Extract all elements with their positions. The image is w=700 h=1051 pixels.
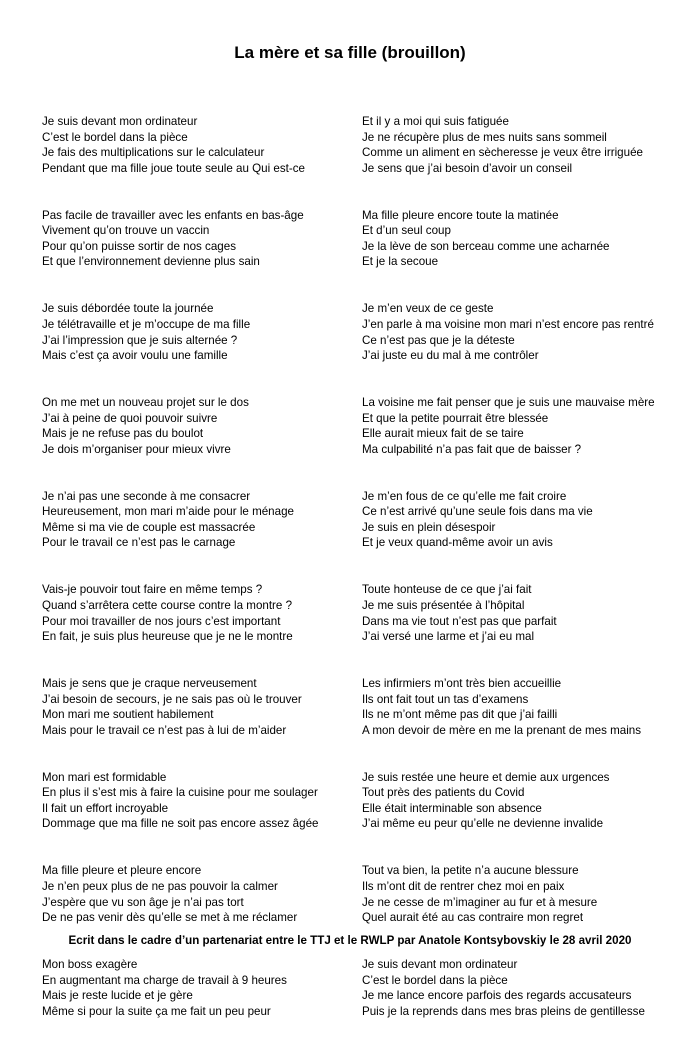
- verse-line: Pendant que ma fille joue toute seule au Qui est-ce: [42, 161, 305, 175]
- verse-line: Je suis devant mon ordinateur: [362, 958, 518, 972]
- verse-line: Quel aurait été au cas contraire mon regret: [362, 911, 584, 925]
- verse-line: Mais pour le travail ce n’est pas à lui de m’aider: [42, 723, 287, 737]
- verse-line: Mais je ne refuse pas du boulot: [42, 427, 204, 441]
- verse-line: Je télétravaille et je m’occupe de ma fille: [42, 317, 251, 331]
- verse-line: Je dois m’organiser pour mieux vivre: [42, 442, 231, 456]
- right-column: [362, 114, 682, 1051]
- verse-line: Mon mari est formidable: [42, 770, 167, 784]
- verse-line: Pour qu’on puisse sortir de nos cages: [42, 239, 236, 253]
- verse-line: Pour moi travailler de nos jours c’est important: [42, 614, 281, 628]
- verse-line: En plus il s’est mis à faire la cuisine pour me soulager: [42, 786, 318, 800]
- verse-line: Et il y a moi qui suis fatiguée: [362, 115, 509, 128]
- verse-line: Puis je la reprends dans mes bras pleins de gentillesse: [362, 1004, 645, 1018]
- stanza: [362, 676, 682, 738]
- verse-line: Comme un aliment en sècheresse je veux être irriguée: [362, 146, 643, 160]
- verse-line: Je ne cesse de m’imaginer au fur et à mesure: [362, 895, 598, 909]
- verse-line: Je me lance encore parfois des regards accusateurs: [362, 989, 632, 1003]
- verse-line: Je suis restée une heure et demie aux urgences: [362, 770, 610, 784]
- verse-line: Je suis débordée toute la journée: [42, 302, 214, 316]
- stanza: [42, 957, 362, 1019]
- stanza: [42, 676, 362, 738]
- stanza: [362, 770, 682, 832]
- verse-line: Les infirmiers m’ont très bien accueillie: [362, 677, 562, 691]
- left-column: [42, 114, 362, 1051]
- stanza: [42, 582, 362, 644]
- verse-line: C’est le bordel dans la pièce: [42, 130, 188, 144]
- verse-line: Et d’un seul coup: [362, 224, 451, 238]
- stanza: [42, 114, 362, 176]
- verse-line: J’en parle à ma voisine mon mari n’est encore pas rentré: [362, 317, 654, 331]
- verse-line: Mais je reste lucide et je gère: [42, 989, 193, 1003]
- verse-line: J’ai versé une larme et j’ai eu mal: [362, 630, 535, 644]
- verse-line: La voisine me fait penser que je suis une mauvaise mère: [362, 396, 655, 410]
- verse-line: Mon boss exagère: [42, 958, 138, 972]
- verse-line: Ce n’est pas que je la déteste: [362, 333, 515, 347]
- verse-line: Je ne récupère plus de mes nuits sans sommeil: [362, 130, 607, 144]
- verse-line: De ne pas venir dès qu’elle se met à me réclamer: [42, 911, 298, 925]
- verse-line: Pas facile de travailler avec les enfants en bas-âge: [42, 208, 304, 222]
- verse-line: On me met un nouveau projet sur le dos: [42, 396, 249, 410]
- verse-line: Ce n’est arrivé qu’une seule fois dans ma vie: [362, 505, 593, 519]
- verse-line: Et que l’environnement devienne plus sain: [42, 255, 260, 269]
- verse-line: Je n’en peux plus de ne pas pouvoir la calmer: [42, 879, 278, 893]
- verse-line: Vais-je pouvoir tout faire en même temps ?: [42, 583, 263, 597]
- verse-line: Je suis en plein désespoir: [362, 520, 496, 534]
- verse-line: Mon mari me soutient habilement: [42, 708, 214, 722]
- verse-line: Même si pour la suite ça me fait un peu peur: [42, 1004, 271, 1018]
- verse-line: Je suis devant mon ordinateur: [42, 115, 198, 128]
- verse-line: Et que la petite pourrait être blessée: [362, 411, 549, 425]
- verse-line: J’ai l’impression que je suis alternée ?: [42, 333, 238, 347]
- stanza: [42, 770, 362, 832]
- stanza: [362, 489, 682, 551]
- verse-line: Je m’en veux de ce geste: [362, 302, 494, 316]
- stanza: [362, 208, 682, 270]
- verse-line: Elle aurait mieux fait de se taire: [362, 427, 524, 441]
- stanza: [362, 582, 682, 644]
- verse-line: Je n’ai pas une seconde à me consacrer: [42, 489, 251, 503]
- stanza: [362, 114, 682, 176]
- verse-line: Tout va bien, la petite n’a aucune blessure: [362, 864, 579, 878]
- verse-line: Ils m’ont dit de rentrer chez moi en paix: [362, 879, 565, 893]
- verse-line: Dans ma vie tout n’est pas que parfait: [362, 614, 557, 628]
- verse-line: J’ai besoin de secours, je ne sais pas où le trouver: [42, 692, 302, 706]
- stanza: [42, 863, 362, 925]
- verse-line: Ils ne m’ont même pas dit que j’ai failli: [362, 708, 558, 722]
- verse-line: Je sens que j’ai besoin d’avoir un conseil: [362, 161, 573, 175]
- verse-line: Je fais des multiplications sur le calculateur: [42, 146, 265, 160]
- verse-line: Ma culpabilité n’a pas fait que de baisser ?: [362, 442, 582, 456]
- verse-line: Je la lève de son berceau comme une acharnée: [362, 239, 610, 253]
- verse-line: J’ai juste eu du mal à me contrôler: [362, 349, 539, 363]
- verse-line: J’ai à peine de quoi pouvoir suivre: [42, 411, 218, 425]
- verse-line: A mon devoir de mère en me la prenant de mes mains: [362, 723, 642, 737]
- stanza: [42, 301, 362, 363]
- verse-line: Je me suis présentée à l’hôpital: [362, 598, 525, 612]
- stanza: [42, 208, 362, 270]
- stanza: [42, 395, 362, 457]
- verse-line: Ils ont fait tout un tas d’examens: [362, 692, 529, 706]
- verse-line: J’ai même eu peur qu’elle ne devienne invalide: [362, 817, 604, 831]
- verse-line: Pour le travail ce n’est pas le carnage: [42, 536, 236, 550]
- stanza: [362, 395, 682, 457]
- verse-line: Mais c’est ça avoir voulu une famille: [42, 349, 228, 363]
- verse-line: Tout près des patients du Covid: [362, 786, 525, 800]
- stanza: [362, 301, 682, 363]
- verse-line: Elle était interminable son absence: [362, 801, 542, 815]
- verse-line: Dommage que ma fille ne soit pas encore assez âgée: [42, 817, 319, 831]
- verse-line: Il fait un effort incroyable: [42, 801, 169, 815]
- verse-line: J’espère que vu son âge je n’ai pas tort: [42, 895, 244, 909]
- verse-line: Et je la secoue: [362, 255, 439, 269]
- verse-line: En augmentant ma charge de travail à 9 heures: [42, 973, 287, 987]
- footer-credit: Ecrit dans le cadre d’un partenariat entre le TTJ et le RWLP par Anatole Kontsybovskiy le 28 avril 2020: [68, 934, 632, 947]
- verse-line: Heureusement, mon mari m’aide pour le ménage: [42, 505, 294, 519]
- stanza: [42, 489, 362, 551]
- stanza: [362, 957, 682, 1019]
- stanza: [362, 863, 682, 925]
- verse-line: Ma fille pleure encore toute la matinée: [362, 208, 559, 222]
- verse-line: Je m’en fous de ce qu’elle me fait croire: [362, 489, 567, 503]
- verse-line: Même si ma vie de couple est massacrée: [42, 520, 256, 534]
- poem-title: La mère et sa fille (brouillon): [234, 43, 466, 62]
- verse-line: C’est le bordel dans la pièce: [362, 973, 508, 987]
- verse-line: Quand s’arrêtera cette course contre la montre ?: [42, 598, 293, 612]
- verse-line: En fait, je suis plus heureuse que je ne le montre: [42, 630, 293, 644]
- verse-line: Toute honteuse de ce que j’ai fait: [362, 583, 532, 597]
- verse-line: Ma fille pleure et pleure encore: [42, 864, 202, 878]
- verse-line: Mais je sens que je craque nerveusement: [42, 677, 257, 691]
- verse-line: Et je veux quand-même avoir un avis: [362, 536, 553, 550]
- verse-line: Vivement qu’on trouve un vaccin: [42, 224, 210, 238]
